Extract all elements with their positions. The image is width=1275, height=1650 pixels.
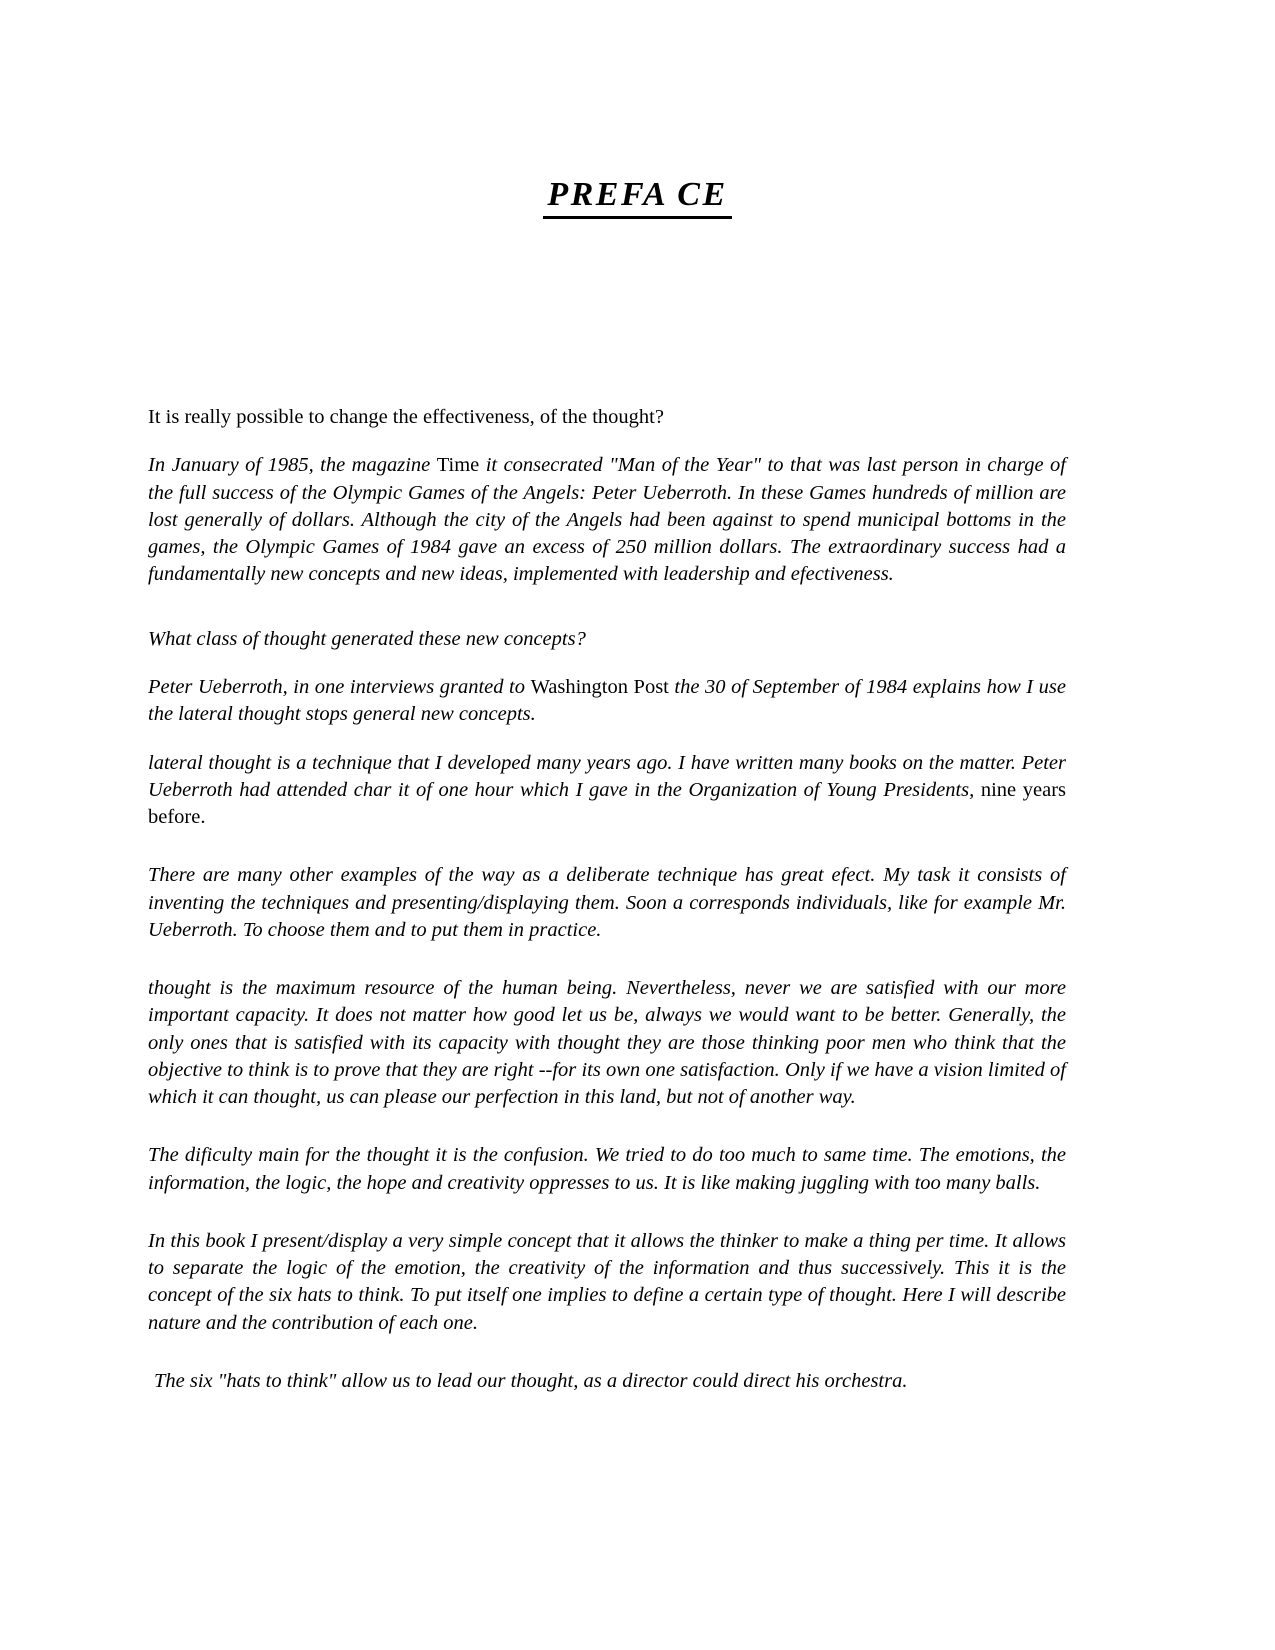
text-run: In January of 1985, the magazine [148, 454, 437, 477]
paragraph-washington-post [148, 674, 1066, 729]
text-run: it consecrated "Man of the Year" to that was last person in charge of the full success of the Olympic Games of the Angels: Peter Ueberroth. In these Games hundreds of million are lost generally of dollars. Although the city of the Angels had been against to spend municipal bottoms in the games, the Olympic Games of 1984 gave an excess of 250 million dollars. The extraordinary success had a fundamentally new concepts and new ideas, implemented with leadership and efectiveness. [148, 454, 1066, 586]
paragraph-lateral-thought [148, 750, 1066, 832]
text-run: lateral thought is a technique that I developed many years ago. I have written many books on the matter. Peter Ueberroth had attended char it of one hour which I gave in the Organization of Young Presidents, [148, 751, 1066, 801]
paragraph-book-concept: In this book I present/display a very simple concept that it allows the thinker to make a thing per time. It allows to separate the logic of the emotion, the creativity of the information and thus successively. This it is the concept of the six hats to think. To put itself one implies to define a certain type of thought. Here I will describe nature and the contribution of each one. [148, 1229, 1066, 1334]
spacer [148, 600, 1066, 626]
text-run-time-magazine: Time [436, 454, 480, 477]
spacer [148, 442, 1066, 452]
paragraph-maximum-resource: thought is the maximum resource of the human being. Nevertheless, never we are satisfied with our more important capacity. It does not matter how good let us be, always we would want to be better. Generally, the only ones that is satisfied with its capacity with thought they are those thinking poor men who think that the objective to think is to prove that they are right --for its own one satisfaction. Only if we have a vision limited of which it can thought, us can please our perfection in this land, but not of another way. [148, 977, 1066, 1109]
paragraph-class-of-thought-question: What class of thought generated these new concepts? [148, 627, 586, 650]
page-title: PREFA CE [543, 176, 731, 219]
spacer [148, 740, 1066, 750]
body-text-column [148, 404, 1066, 1406]
text-run-washington-post: Washington Post [530, 676, 669, 699]
paragraph-opening-question: It is really possible to change the effectiveness, of the thought? [148, 406, 664, 428]
spacer [148, 1122, 1066, 1142]
spacer [148, 842, 1066, 862]
paragraph-dificulty-confusion: The dificulty main for the thought it is the confusion. We tried to do too much to same time. The emotions, the information, the logic, the hope and creativity oppresses to us. It is like making juggling with too many balls. [148, 1144, 1066, 1194]
text-run-nine-years-before: nine years before. [148, 778, 1066, 829]
paragraph-time-magazine [148, 452, 1066, 588]
spacer [148, 1208, 1066, 1228]
paragraph-many-other-examples: There are many other examples of the way as a deliberate technique has great efect. My task it consists of inventing the techniques and presenting/displaying them. Soon a corresponds individuals, like for example Mr. Ueberroth. To choose them and to put them in practice. [148, 864, 1066, 941]
paragraph-six-hats-closing: The six "hats to think" allow us to lead our thought, as a director could direct his orchestra. [154, 1369, 908, 1392]
text-run: the 30 of September of 1984 explains how I use the lateral thought stops general new concepts. [148, 676, 1067, 726]
title-block [0, 176, 1275, 219]
spacer [148, 955, 1066, 975]
text-run: Peter Ueberroth, in one interviews granted to [148, 676, 531, 699]
spacer [148, 664, 1066, 674]
spacer [148, 1348, 1066, 1368]
